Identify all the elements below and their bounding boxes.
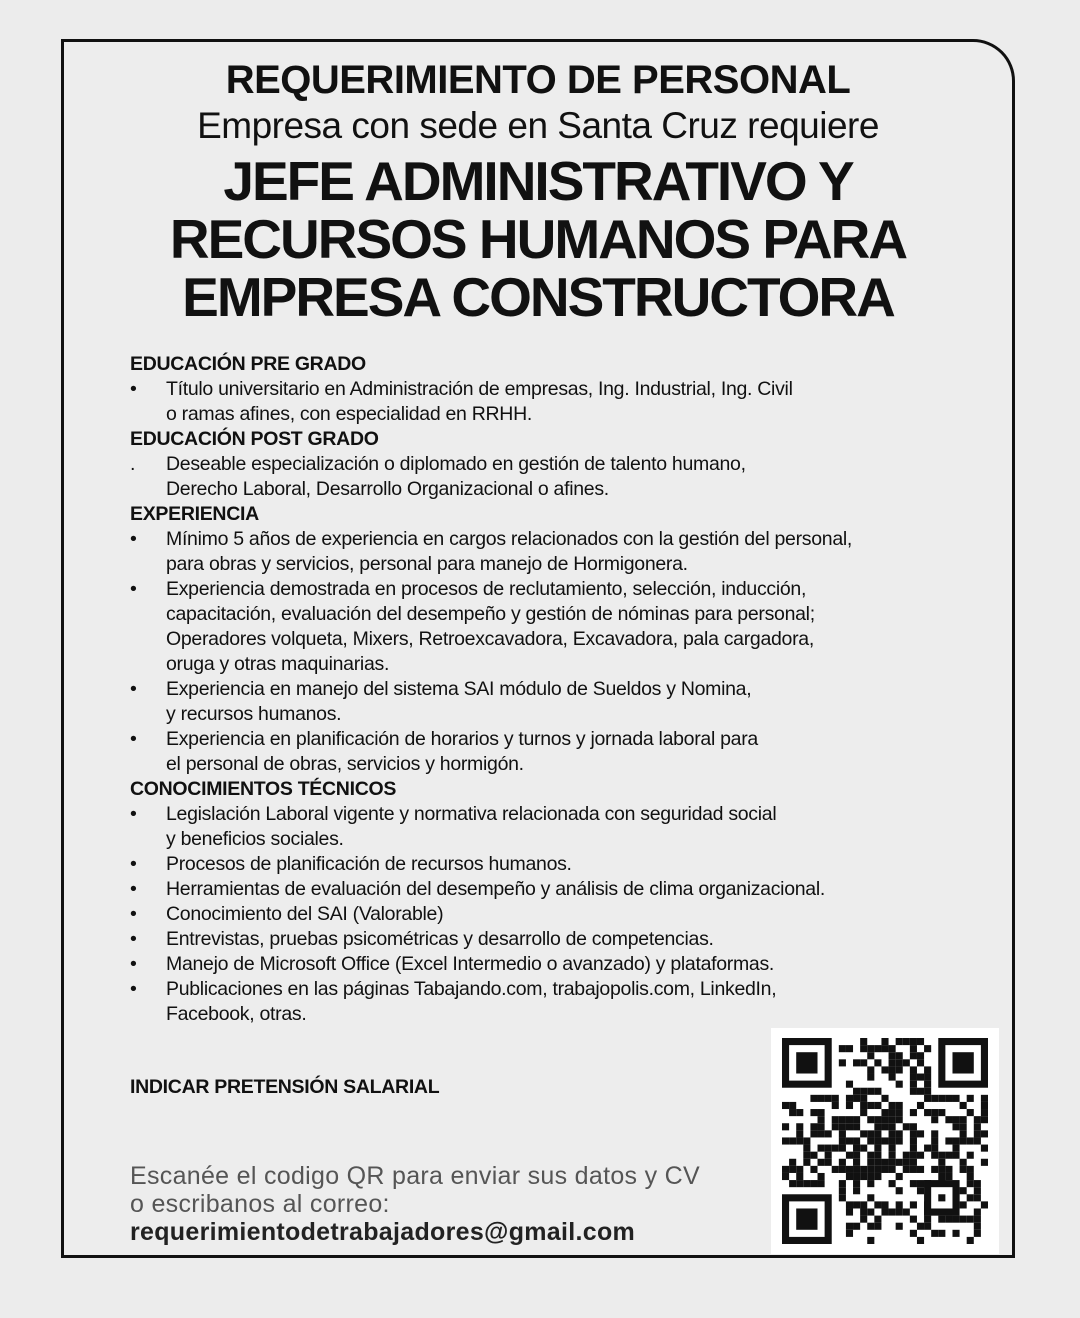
section-title: EXPERIENCIA: [130, 503, 259, 525]
list-item-line: capacitación, evaluación del desempeño y gestión de nóminas para personal;: [166, 603, 815, 625]
bullet-mark: •: [130, 978, 137, 1000]
qr-code[interactable]: [771, 1028, 999, 1254]
list-item-text: [166, 852, 990, 877]
salary-note: INDICAR PRETENSIÓN SALARIAL: [130, 1076, 440, 1098]
list-item-line: para obras y servicios, personal para manejo de Hormigonera.: [166, 553, 688, 575]
list-item-text: [166, 377, 990, 427]
requirements: [130, 352, 990, 1027]
list-item: [130, 577, 990, 677]
bullet-mark: •: [130, 953, 137, 975]
section-title: EDUCACIÓN POST GRADO: [130, 428, 379, 450]
list-item-line: Experiencia en planificación de horarios y turnos y jornada laboral para: [166, 728, 758, 750]
list-item: [130, 727, 990, 777]
list-item-line: Legislación Laboral vigente y normativa relacionada con seguridad social: [166, 803, 777, 825]
list-item-line: Derecho Laboral, Desarrollo Organizacional o afines.: [166, 478, 609, 500]
list-item-line: Entrevistas, pruebas psicométricas y desarrollo de competencias.: [166, 928, 714, 950]
list-item-line: Procesos de planificación de recursos humanos.: [166, 853, 572, 875]
job-title-line: EMPRESA CONSTRUCTORA: [182, 266, 894, 328]
job-title-line: RECURSOS HUMANOS PARA: [169, 208, 907, 270]
list-item-text: [166, 927, 990, 952]
list-item-line: Conocimiento del SAI (Valorable): [166, 903, 444, 925]
list-item-text: [166, 952, 990, 977]
list-item: [130, 677, 990, 727]
list-item-text: [166, 802, 990, 852]
list-item: [130, 977, 990, 1027]
bullet-mark: •: [130, 528, 137, 550]
contact-line: Escanée el codigo QR para enviar sus datos y CV: [130, 1162, 700, 1190]
list-item-line: y beneficios sociales.: [166, 828, 344, 850]
list-item: [130, 377, 990, 427]
list-item-text: [166, 877, 990, 902]
list-item-line: Deseable especialización o diplomado en gestión de talento humano,: [166, 453, 746, 475]
list-item-line: Herramientas de evaluación del desempeño y análisis de clima organizacional.: [166, 878, 825, 900]
list-item-text: [166, 527, 990, 577]
list-item-line: Manejo de Microsoft Office (Excel Intermedio o avanzado) y plataformas.: [166, 953, 775, 975]
list-item: [130, 952, 990, 977]
list-item: [130, 852, 990, 877]
header: [64, 56, 1012, 326]
posting-heading: REQUERIMIENTO DE PERSONAL: [225, 58, 851, 102]
bullet-mark: •: [130, 728, 137, 750]
list-item-line: Título universitario en Administración de empresas, Ing. Industrial, Ing. Civil: [166, 378, 793, 400]
list-item-line: o ramas afines, con especialidad en RRHH.: [166, 403, 532, 425]
list-item-line: Facebook, otras.: [166, 1003, 307, 1025]
list-item: [130, 902, 990, 927]
qr-code-icon: [781, 1038, 989, 1244]
bullet-mark: •: [130, 378, 137, 400]
bullet-mark: •: [130, 678, 137, 700]
list-item-text: [166, 577, 990, 677]
list-item-line: y recursos humanos.: [166, 703, 342, 725]
job-title-line: JEFE ADMINISTRATIVO Y: [223, 150, 853, 212]
list-item-text: [166, 452, 990, 502]
list-item-line: Mínimo 5 años de experiencia en cargos relacionados con la gestión del personal,: [166, 528, 853, 550]
list-item: [130, 927, 990, 952]
list-item-text: [166, 677, 990, 727]
contact-info: [130, 1162, 700, 1246]
list-item-line: Experiencia en manejo del sistema SAI módulo de Sueldos y Nomina,: [166, 678, 752, 700]
bullet-mark: •: [130, 578, 137, 600]
bullet-mark: •: [130, 928, 137, 950]
section-title: CONOCIMIENTOS TÉCNICOS: [130, 778, 397, 800]
bullet-mark: •: [130, 853, 137, 875]
list-item-line: Operadores volqueta, Mixers, Retroexcavadora, Excavadora, pala cargadora,: [166, 628, 814, 650]
job-posting-card: [61, 39, 1015, 1258]
list-item: [130, 452, 990, 502]
email-link[interactable]: requerimientodetrabajadores@gmail.com: [130, 1218, 636, 1246]
list-item-line: Publicaciones en las páginas Tabajando.com, trabajopolis.com, LinkedIn,: [166, 978, 777, 1000]
bullet-mark: •: [130, 803, 137, 825]
bullet-mark: .: [130, 453, 136, 475]
list-item-line: el personal de obras, servicios y hormigón.: [166, 753, 524, 775]
list-item: [130, 802, 990, 852]
job-title: [64, 152, 1012, 326]
bullet-mark: •: [130, 878, 137, 900]
list-item-line: oruga y otras maquinarias.: [166, 653, 390, 675]
contact-line: o escribanos al correo:: [130, 1190, 390, 1218]
list-item: [130, 877, 990, 902]
list-item: [130, 527, 990, 577]
list-item-text: [166, 977, 990, 1027]
list-item-text: [166, 902, 990, 927]
list-item-line: Experiencia demostrada en procesos de reclutamiento, selección, inducción,: [166, 578, 807, 600]
bullet-mark: •: [130, 903, 137, 925]
posting-subheading: Empresa con sede en Santa Cruz requiere: [197, 105, 879, 146]
list-item-text: [166, 727, 990, 777]
section-title: EDUCACIÓN PRE GRADO: [130, 353, 366, 375]
